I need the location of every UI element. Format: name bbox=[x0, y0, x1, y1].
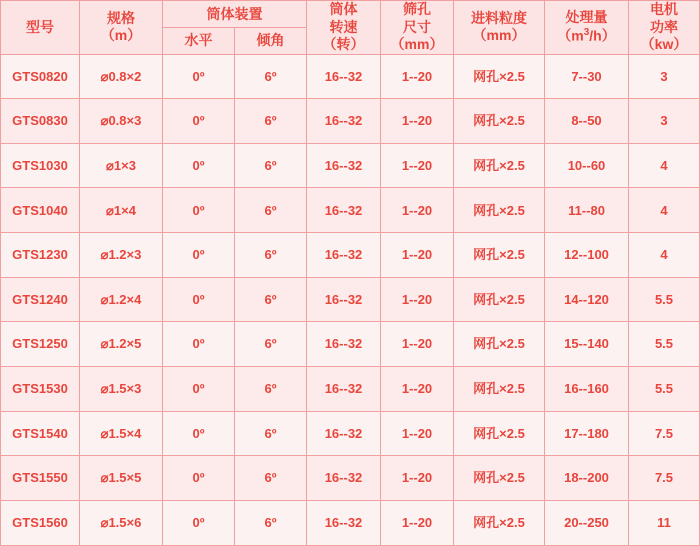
header-feed-unit: （mm） bbox=[472, 27, 526, 44]
cell-spec: ⌀1.5×5 bbox=[80, 456, 163, 501]
header-spec-unit: （m） bbox=[100, 27, 142, 44]
header-capacity-label: 处理量 bbox=[565, 9, 608, 26]
header-feed bbox=[454, 1, 545, 55]
header-level-label: 水平 bbox=[184, 32, 213, 49]
table-row bbox=[1, 501, 700, 546]
header-capacity-unit-pre: （m bbox=[557, 27, 584, 44]
cell-level: 0º bbox=[163, 277, 235, 322]
cell-capacity: 10--60 bbox=[545, 143, 629, 188]
cell-angle: 6º bbox=[235, 233, 307, 278]
header-speed-unit: （转） bbox=[322, 36, 365, 52]
header-spec bbox=[80, 1, 163, 55]
cell-level: 0º bbox=[163, 233, 235, 278]
cell-spec: ⌀1.5×3 bbox=[80, 367, 163, 412]
cell-speed: 16--32 bbox=[307, 411, 381, 456]
cell-model: GTS1530 bbox=[1, 367, 80, 412]
table-row bbox=[1, 411, 700, 456]
cell-level: 0º bbox=[163, 99, 235, 144]
header-drum-group bbox=[163, 1, 307, 28]
cell-angle: 6º bbox=[235, 188, 307, 233]
cell-mesh: 1--20 bbox=[381, 233, 454, 278]
cell-feed: 网孔×2.5 bbox=[454, 99, 545, 144]
cell-capacity: 11--80 bbox=[545, 188, 629, 233]
header-feed-label: 进料粒度 bbox=[471, 9, 527, 26]
cell-spec: ⌀1.5×4 bbox=[80, 411, 163, 456]
cell-level: 0º bbox=[163, 456, 235, 501]
header-model-label: 型号 bbox=[26, 18, 54, 35]
cell-mesh: 1--20 bbox=[381, 456, 454, 501]
header-drum-group-label: 筒体装置 bbox=[206, 6, 263, 23]
cell-level: 0º bbox=[163, 54, 235, 99]
cell-capacity: 15--140 bbox=[545, 322, 629, 367]
cell-feed: 网孔×2.5 bbox=[454, 456, 545, 501]
cell-angle: 6º bbox=[235, 456, 307, 501]
table-row bbox=[1, 99, 700, 144]
cell-power: 5.5 bbox=[629, 277, 700, 322]
cell-spec: ⌀1.2×3 bbox=[80, 233, 163, 278]
header-mesh-line2: 尺寸 bbox=[403, 18, 431, 35]
cell-speed: 16--32 bbox=[307, 188, 381, 233]
cell-power: 5.5 bbox=[629, 322, 700, 367]
header-level bbox=[163, 28, 235, 54]
header-speed bbox=[307, 1, 381, 55]
table-row bbox=[1, 233, 700, 278]
cell-level: 0º bbox=[163, 143, 235, 188]
cell-spec: ⌀1×4 bbox=[80, 188, 163, 233]
cell-speed: 16--32 bbox=[307, 54, 381, 99]
header-angle bbox=[235, 28, 307, 54]
cell-power: 4 bbox=[629, 188, 700, 233]
cell-feed: 网孔×2.5 bbox=[454, 277, 545, 322]
header-power-line2: 功率 bbox=[650, 18, 678, 35]
table-header bbox=[1, 1, 700, 55]
cell-angle: 6º bbox=[235, 501, 307, 546]
cell-angle: 6º bbox=[235, 143, 307, 188]
cell-level: 0º bbox=[163, 322, 235, 367]
cell-model: GTS1230 bbox=[1, 233, 80, 278]
cell-feed: 网孔×2.5 bbox=[454, 367, 545, 412]
cell-spec: ⌀0.8×2 bbox=[80, 54, 163, 99]
cell-mesh: 1--20 bbox=[381, 411, 454, 456]
cell-level: 0º bbox=[163, 188, 235, 233]
header-capacity-unit bbox=[545, 27, 628, 45]
table-row bbox=[1, 188, 700, 233]
header-speed-line1: 筒体 bbox=[329, 1, 358, 17]
cell-angle: 6º bbox=[235, 54, 307, 99]
cell-spec: ⌀0.8×3 bbox=[80, 99, 163, 144]
table-row bbox=[1, 456, 700, 501]
header-power-unit: （kw） bbox=[640, 36, 688, 52]
table-row bbox=[1, 277, 700, 322]
cell-model: GTS0830 bbox=[1, 99, 80, 144]
header-mesh-unit: （mm） bbox=[390, 36, 444, 52]
cell-mesh: 1--20 bbox=[381, 501, 454, 546]
cell-angle: 6º bbox=[235, 411, 307, 456]
cell-power: 11 bbox=[629, 501, 700, 546]
cell-level: 0º bbox=[163, 411, 235, 456]
cell-feed: 网孔×2.5 bbox=[454, 501, 545, 546]
header-speed-line2: 转速 bbox=[329, 18, 358, 35]
cell-mesh: 1--20 bbox=[381, 143, 454, 188]
header-mesh-line1: 筛孔 bbox=[403, 1, 431, 17]
cell-capacity: 17--180 bbox=[545, 411, 629, 456]
cell-speed: 16--32 bbox=[307, 143, 381, 188]
cell-speed: 16--32 bbox=[307, 233, 381, 278]
cell-spec: ⌀1.5×6 bbox=[80, 501, 163, 546]
cell-angle: 6º bbox=[235, 367, 307, 412]
cell-level: 0º bbox=[163, 367, 235, 412]
header-power bbox=[629, 1, 700, 55]
cell-mesh: 1--20 bbox=[381, 367, 454, 412]
cell-capacity: 12--100 bbox=[545, 233, 629, 278]
cell-spec: ⌀1×3 bbox=[80, 143, 163, 188]
cell-model: GTS1550 bbox=[1, 456, 80, 501]
cell-power: 4 bbox=[629, 143, 700, 188]
cell-speed: 16--32 bbox=[307, 322, 381, 367]
header-angle-label: 倾角 bbox=[256, 32, 285, 49]
header-power-line1: 电机 bbox=[650, 1, 678, 17]
table-row bbox=[1, 54, 700, 99]
cell-model: GTS1250 bbox=[1, 322, 80, 367]
cell-power: 7.5 bbox=[629, 456, 700, 501]
header-capacity-unit-sup: 3 bbox=[583, 26, 590, 38]
cell-feed: 网孔×2.5 bbox=[454, 411, 545, 456]
cell-power: 5.5 bbox=[629, 367, 700, 412]
cell-mesh: 1--20 bbox=[381, 99, 454, 144]
cell-feed: 网孔×2.5 bbox=[454, 54, 545, 99]
cell-angle: 6º bbox=[235, 277, 307, 322]
cell-capacity: 14--120 bbox=[545, 277, 629, 322]
table-body bbox=[1, 54, 700, 545]
header-row-1 bbox=[1, 1, 700, 28]
cell-speed: 16--32 bbox=[307, 99, 381, 144]
cell-angle: 6º bbox=[235, 322, 307, 367]
header-capacity bbox=[545, 1, 629, 55]
cell-mesh: 1--20 bbox=[381, 188, 454, 233]
header-spec-label: 规格 bbox=[107, 9, 135, 26]
header-capacity-unit-post: /h） bbox=[589, 27, 616, 44]
cell-speed: 16--32 bbox=[307, 456, 381, 501]
cell-angle: 6º bbox=[235, 99, 307, 144]
table-row bbox=[1, 143, 700, 188]
header-model bbox=[1, 1, 80, 55]
cell-spec: ⌀1.2×4 bbox=[80, 277, 163, 322]
cell-power: 3 bbox=[629, 99, 700, 144]
cell-power: 7.5 bbox=[629, 411, 700, 456]
table-row bbox=[1, 322, 700, 367]
header-mesh bbox=[381, 1, 454, 55]
cell-model: GTS1540 bbox=[1, 411, 80, 456]
cell-model: GTS1240 bbox=[1, 277, 80, 322]
cell-capacity: 7--30 bbox=[545, 54, 629, 99]
cell-spec: ⌀1.2×5 bbox=[80, 322, 163, 367]
table-row bbox=[1, 367, 700, 412]
cell-feed: 网孔×2.5 bbox=[454, 322, 545, 367]
cell-speed: 16--32 bbox=[307, 277, 381, 322]
cell-feed: 网孔×2.5 bbox=[454, 188, 545, 233]
cell-speed: 16--32 bbox=[307, 501, 381, 546]
cell-capacity: 8--50 bbox=[545, 99, 629, 144]
cell-model: GTS1030 bbox=[1, 143, 80, 188]
cell-capacity: 18--200 bbox=[545, 456, 629, 501]
cell-capacity: 20--250 bbox=[545, 501, 629, 546]
cell-power: 4 bbox=[629, 233, 700, 278]
cell-speed: 16--32 bbox=[307, 367, 381, 412]
cell-power: 3 bbox=[629, 54, 700, 99]
cell-mesh: 1--20 bbox=[381, 322, 454, 367]
cell-feed: 网孔×2.5 bbox=[454, 233, 545, 278]
cell-mesh: 1--20 bbox=[381, 54, 454, 99]
cell-model: GTS1560 bbox=[1, 501, 80, 546]
cell-level: 0º bbox=[163, 501, 235, 546]
cell-feed: 网孔×2.5 bbox=[454, 143, 545, 188]
cell-model: GTS1040 bbox=[1, 188, 80, 233]
cell-capacity: 16--160 bbox=[545, 367, 629, 412]
cell-mesh: 1--20 bbox=[381, 277, 454, 322]
cell-model: GTS0820 bbox=[1, 54, 80, 99]
